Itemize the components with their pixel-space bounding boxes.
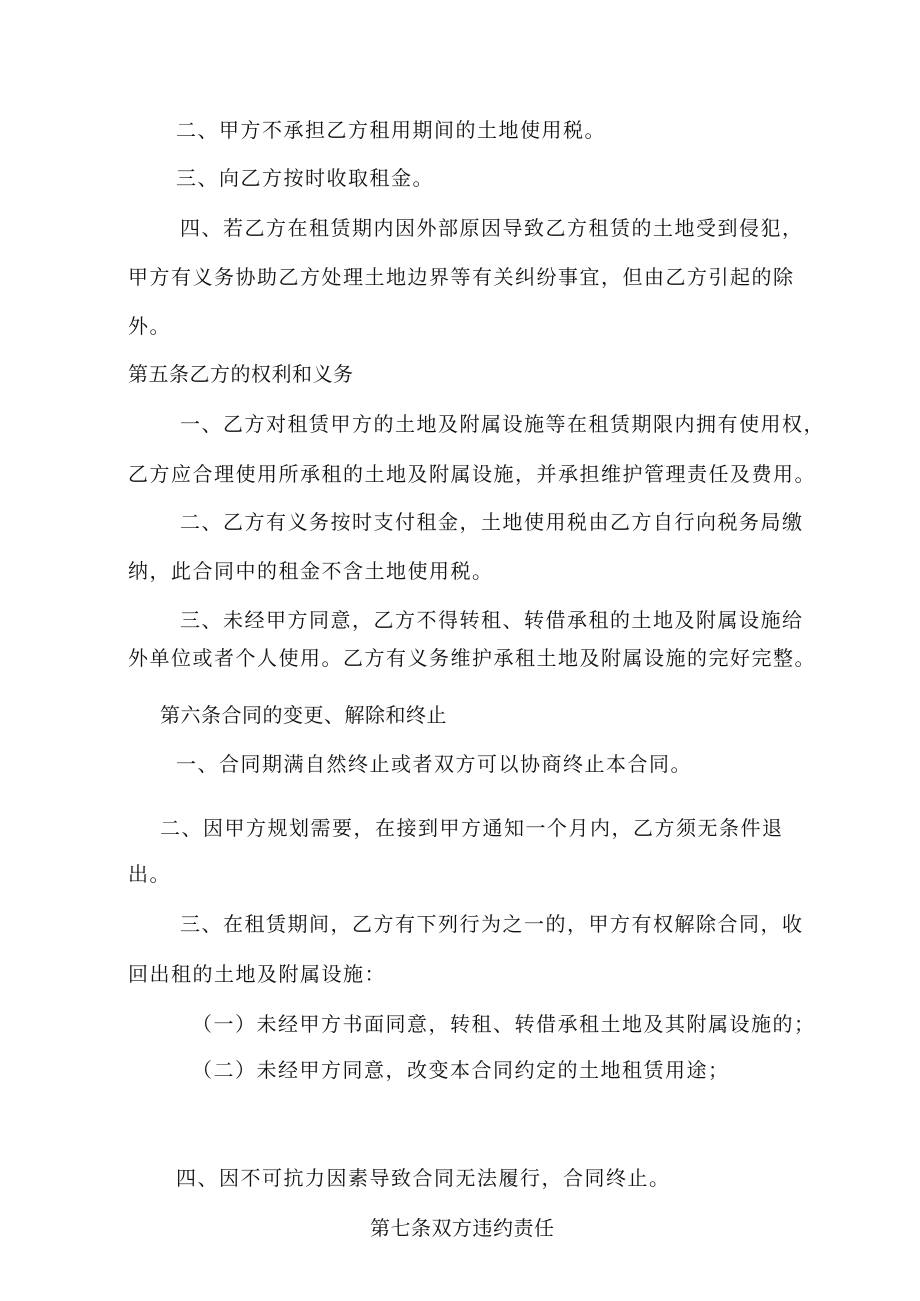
clause-4-4-line1: 四、若乙方在租赁期内因外部原因导致乙方租赁的土地受到侵犯， (180, 216, 804, 240)
clause-5-1-line1: 一、乙方对租赁甲方的土地及附属设施等在租赁期限内拥有使用权， (180, 412, 825, 436)
clause-4-4-line2: 甲方有义务协助乙方处理土地边界等有关纠纷事宜，但由乙方引起的除 (128, 265, 795, 289)
clause-5-1-line2: 乙方应合理使用所承租的土地及附属设施，并承担维护管理责任及费用。 (128, 462, 816, 486)
clause-4-3: 三、向乙方按时收取租金。 (176, 166, 434, 190)
clause-5-3-line2: 外单位或者个人使用。乙方有义务维护承租土地及附属设施的完好完整。 (128, 646, 816, 670)
clause-6-4: 四、因不可抗力因素导致合同无法履行，合同终止。 (176, 1166, 671, 1190)
clause-4-4-line3: 外。 (128, 314, 171, 338)
clause-6-2-line1: 二、因甲方规划需要，在接到甲方通知一个月内，乙方须无条件退 (160, 816, 784, 840)
clause-6-3-line1: 三、在租赁期间，乙方有下列行为之一的，甲方有权解除合同，收 (180, 912, 804, 936)
clause-6-3-item1: （一）未经甲方书面同意，转租、转借承租土地及其附属设施的； (192, 1012, 816, 1036)
clause-6-1: 一、合同期满自然终止或者双方可以协商终止本合同。 (176, 752, 692, 776)
clause-5-2-line2: 纳，此合同中的租金不含土地使用税。 (128, 559, 494, 583)
clause-6-2-line2: 出。 (128, 862, 171, 886)
clause-6-3-item2: （二）未经甲方同意，改变本合同约定的土地租赁用途； (192, 1058, 730, 1082)
clause-6-3-line2: 回出租的土地及附属设施： (128, 962, 386, 986)
clause-5-2-line1: 二、乙方有义务按时支付租金，土地使用税由乙方自行向税务局缴 (180, 510, 804, 534)
article-7-heading: 第七条双方违约责任 (370, 1216, 555, 1240)
clause-5-3-line1: 三、未经甲方同意，乙方不得转租、转借承租的土地及附属设施给 (180, 608, 804, 632)
article-5-heading: 第五条乙方的权利和义务 (128, 362, 354, 386)
article-6-heading: 第六条合同的变更、解除和终止 (160, 703, 447, 727)
clause-4-2: 二、甲方不承担乙方租用期间的土地使用税。 (176, 118, 606, 142)
